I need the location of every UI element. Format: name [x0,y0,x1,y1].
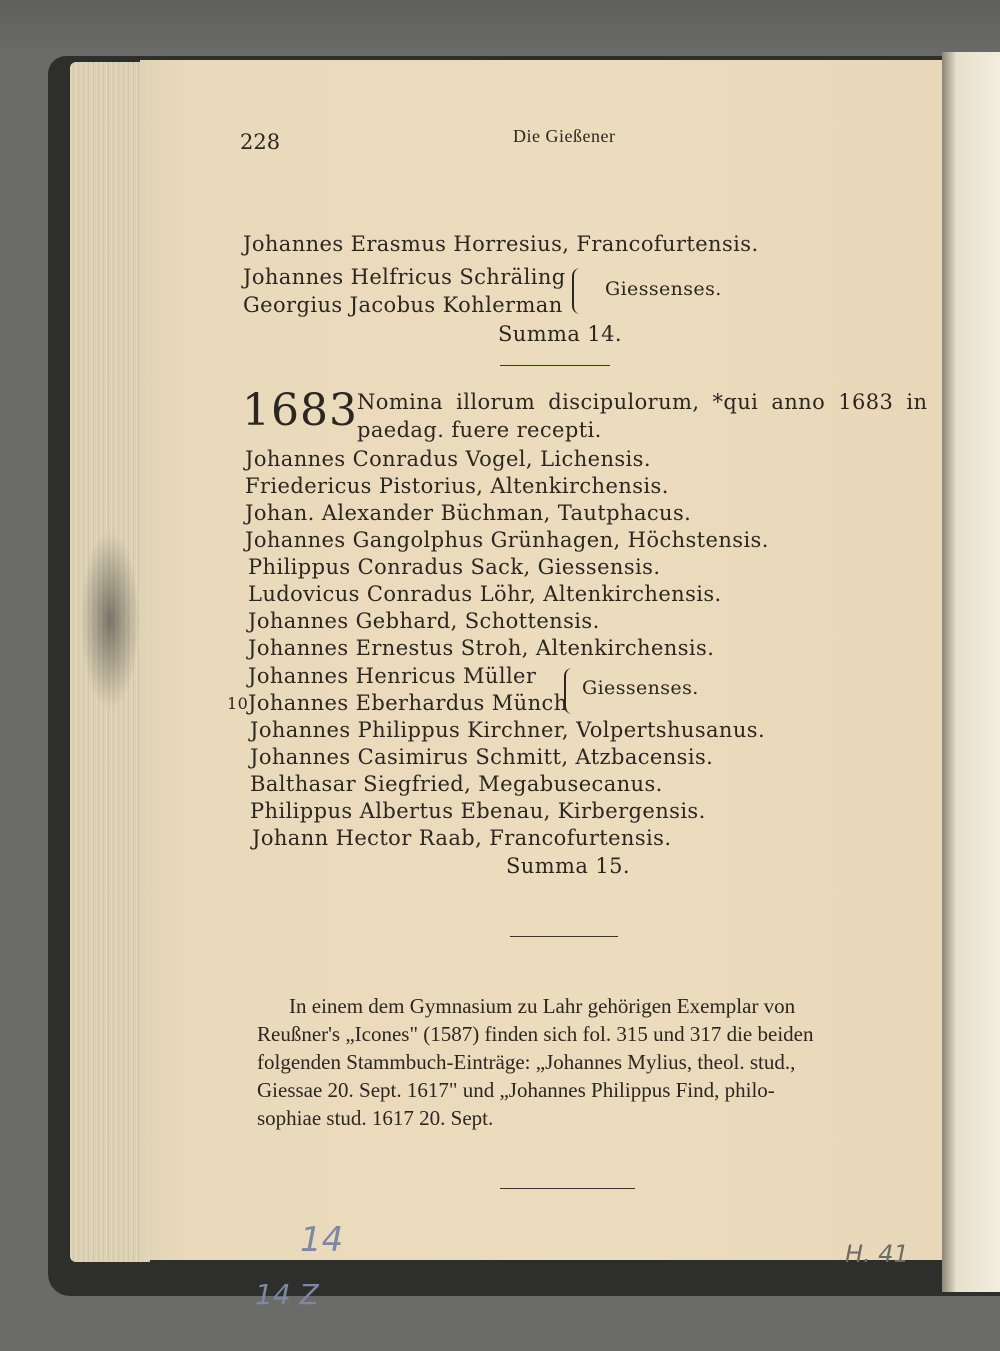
name-line: Johannes Conradus Vogel, Lichensis. [245,447,651,471]
summa: Summa 15. [506,854,630,878]
name-line: Friedericus Pistorius, Altenkirchensis. [245,474,669,498]
book-page [140,60,942,1311]
pencil-mark: 14 [300,1220,344,1260]
footnote-line: folgenden Stammbuch-Einträge: „Johannes Mylius, theol. stud., [257,1050,796,1074]
footnote-paragraph [257,992,883,1132]
pencil-mark: 14 Z [255,1278,319,1311]
name-line: Johannes Henricus Müller [248,664,537,688]
name-line: Ludovicus Conradus Löhr, Altenkirchensis. [248,582,722,606]
summa: Summa 14. [498,322,622,346]
name-line: Johannes Erasmus Horresius, Francofurtensis. [243,232,759,256]
name-line: Georgius Jacobus Kohlerman [243,293,563,317]
name-line: Johannes Eberhardus Münch [248,691,568,715]
name-line: Johann Hector Raab, Francofurtensis. [252,826,672,850]
name-line: Johan. Alexander Büchman, Tautphacus. [245,501,692,525]
section-rule [500,365,610,366]
name-line: Balthasar Siegfried, Megabusecanus. [250,772,663,796]
intro-line: paedag. fuere recepti. [357,418,602,442]
brace [572,268,584,314]
name-line: Johannes Gangolphus Grünhagen, Höchstensis. [245,528,769,552]
section-rule [510,936,618,937]
pencil-mark: H. 41 [845,1240,909,1268]
footnote-line: Reußner's „Icones" (1587) finden sich fol. 315 und 317 die beiden [257,1022,814,1046]
footnote-line: sophiae stud. 1617 20. Sept. [257,1106,494,1130]
brace-label: Giessenses. [605,278,722,300]
year-heading: 1683 [242,385,358,436]
running-head: Die Gießener [513,126,616,146]
scan-background [0,0,1000,62]
intro-line: Nomina illorum discipulorum, *qui anno 1683 in [357,390,928,414]
closing-rule [500,1188,635,1189]
name-line: Johannes Ernestus Stroh, Altenkirchensis. [248,636,715,660]
name-line: Johannes Helfricus Schräling [243,265,566,289]
facing-page-edge [942,52,1000,1292]
name-line: Philippus Albertus Ebenau, Kirbergensis. [250,799,706,823]
footnote-line: Giessae 20. Sept. 1617" und „Johannes Philippus Find, philo- [257,1078,775,1102]
name-line: Johannes Casimirus Schmitt, Atzbacensis. [250,745,714,769]
binding-stain [80,530,140,710]
line-marker: 10 [227,694,249,713]
name-line: Philippus Conradus Sack, Giessensis. [248,555,661,579]
name-line: Johannes Philippus Kirchner, Volpertshusanus. [250,718,766,742]
brace [564,668,576,714]
page-number: 228 [240,130,281,154]
name-line: Johannes Gebhard, Schottensis. [248,609,600,633]
footnote-line: In einem dem Gymnasium zu Lahr gehörigen Exemplar von [289,994,796,1018]
brace-label: Giessenses. [582,677,699,699]
